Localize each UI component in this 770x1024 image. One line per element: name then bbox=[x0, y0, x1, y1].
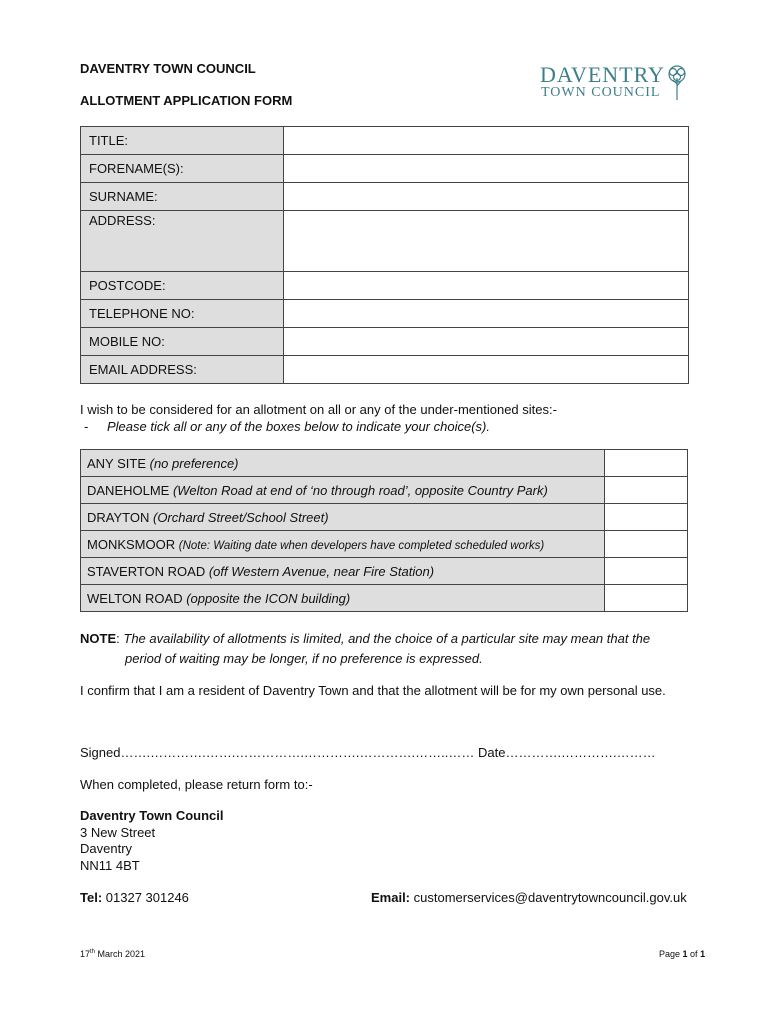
note-colon: : bbox=[116, 631, 120, 646]
council-heading: DAVENTRY TOWN COUNCIL bbox=[80, 61, 256, 76]
surname-label: SURNAME: bbox=[81, 183, 284, 211]
mobile-field[interactable] bbox=[284, 328, 689, 356]
address-row bbox=[81, 211, 689, 272]
footer-date-suffix: th bbox=[90, 949, 96, 955]
page-total: 1 bbox=[700, 949, 706, 959]
tel-number: 01327 301246 bbox=[102, 890, 189, 905]
footer-date-day: 17 bbox=[80, 949, 91, 959]
page-current: 1 bbox=[682, 949, 688, 959]
return-address bbox=[80, 808, 224, 874]
site-checkbox-welton[interactable] bbox=[605, 585, 688, 612]
forename-label: FORENAME(S): bbox=[81, 155, 284, 183]
site-detail: (Note: Waiting date when developers have completed scheduled works) bbox=[178, 539, 545, 552]
email-contact-label: Email: bbox=[371, 890, 411, 905]
logo-sub-text: TOWN COUNCIL bbox=[541, 85, 661, 100]
surname-field[interactable] bbox=[284, 183, 689, 211]
site-detail: (off Western Avenue, near Fire Station) bbox=[208, 563, 435, 579]
title-field[interactable] bbox=[284, 127, 689, 155]
site-name: STAVERTON ROAD bbox=[87, 563, 209, 579]
footer-date bbox=[80, 949, 145, 959]
site-detail: (opposite the ICON building) bbox=[186, 590, 351, 606]
site-name: MONKSMOOR bbox=[87, 536, 179, 552]
confirmation-text: I confirm that I am a resident of Daventry Town and that the allotment will be for my own personal use. bbox=[80, 683, 666, 698]
mobile-label: MOBILE NO: bbox=[81, 328, 284, 356]
site-row bbox=[81, 558, 688, 585]
site-detail: (no preference) bbox=[149, 455, 239, 471]
title-label: TITLE: bbox=[81, 127, 284, 155]
site-checkbox-staverton[interactable] bbox=[605, 558, 688, 585]
address-postcode: NN11 4BT bbox=[80, 857, 140, 873]
tree-icon bbox=[666, 64, 688, 102]
site-label bbox=[81, 504, 605, 531]
intro-text: I wish to be considered for an allotment on all or any of the under-mentioned sites:- bbox=[80, 402, 557, 417]
intro-dash: - bbox=[84, 419, 89, 434]
telephone-label: TELEPHONE NO: bbox=[81, 300, 284, 328]
email-label: EMAIL ADDRESS: bbox=[81, 356, 284, 384]
council-logo bbox=[540, 62, 690, 102]
signature-date-line[interactable]: Signed…….………….…….…………….………….………….……..…… Date………….………….……… bbox=[80, 745, 656, 760]
telephone-row bbox=[81, 300, 689, 328]
title-row bbox=[81, 127, 689, 155]
address-line-2: Daventry bbox=[80, 841, 133, 856]
logo-main-text: DAVENTRY bbox=[540, 62, 665, 87]
footer-date-rest: March 2021 bbox=[95, 949, 146, 959]
site-row bbox=[81, 585, 688, 612]
email-row bbox=[81, 356, 689, 384]
note-label: NOTE bbox=[80, 631, 117, 646]
site-row bbox=[81, 477, 688, 504]
site-label bbox=[81, 531, 605, 558]
site-detail: (Welton Road at end of ‘no through road’, opposite Country Park) bbox=[172, 482, 548, 498]
email-field[interactable] bbox=[284, 356, 689, 384]
forename-field[interactable] bbox=[284, 155, 689, 183]
note-text-2: period of waiting may be longer, if no preference is expressed. bbox=[125, 651, 483, 666]
sites-table bbox=[80, 449, 688, 612]
surname-row bbox=[81, 183, 689, 211]
site-label bbox=[81, 450, 605, 477]
intro-instruction: Please tick all or any of the boxes below to indicate your choice(s). bbox=[107, 419, 490, 434]
email-contact bbox=[371, 890, 687, 905]
site-checkbox-monksmoor[interactable] bbox=[605, 531, 688, 558]
site-name: WELTON ROAD bbox=[87, 590, 187, 606]
postcode-row bbox=[81, 272, 689, 300]
address-field[interactable] bbox=[284, 211, 689, 272]
site-row bbox=[81, 504, 688, 531]
forename-row bbox=[81, 155, 689, 183]
personal-details-table bbox=[80, 126, 689, 384]
site-label bbox=[81, 477, 605, 504]
address-name: Daventry Town Council bbox=[80, 808, 224, 823]
note-line-1 bbox=[80, 631, 650, 646]
page-of: of bbox=[687, 949, 701, 959]
tel-label: Tel: bbox=[80, 890, 103, 905]
site-name: DRAYTON bbox=[87, 509, 153, 525]
site-label bbox=[81, 585, 605, 612]
site-label bbox=[81, 558, 605, 585]
mobile-row bbox=[81, 328, 689, 356]
page-prefix: Page bbox=[659, 949, 683, 959]
site-checkbox-daneholme[interactable] bbox=[605, 477, 688, 504]
site-checkbox-drayton[interactable] bbox=[605, 504, 688, 531]
postcode-field[interactable] bbox=[284, 272, 689, 300]
site-row bbox=[81, 450, 688, 477]
telephone-contact bbox=[80, 890, 189, 905]
site-detail: (Orchard Street/School Street) bbox=[152, 509, 329, 525]
telephone-field[interactable] bbox=[284, 300, 689, 328]
note-text-1: The availability of allotments is limited, and the choice of a particular site may mean that the bbox=[123, 631, 651, 646]
email-address-link[interactable]: customerservices@daventrytowncouncil.gov.uk bbox=[410, 890, 687, 905]
site-name: DANEHOLME bbox=[87, 482, 173, 498]
site-checkbox-any[interactable] bbox=[605, 450, 688, 477]
address-label: ADDRESS: bbox=[81, 211, 284, 272]
address-line-1: 3 New Street bbox=[80, 824, 156, 840]
postcode-label: POSTCODE: bbox=[81, 272, 284, 300]
site-row bbox=[81, 531, 688, 558]
site-name: ANY SITE bbox=[87, 455, 150, 471]
form-title: ALLOTMENT APPLICATION FORM bbox=[80, 93, 293, 108]
return-instruction: When completed, please return form to:- bbox=[80, 777, 313, 792]
page-number bbox=[659, 949, 705, 959]
